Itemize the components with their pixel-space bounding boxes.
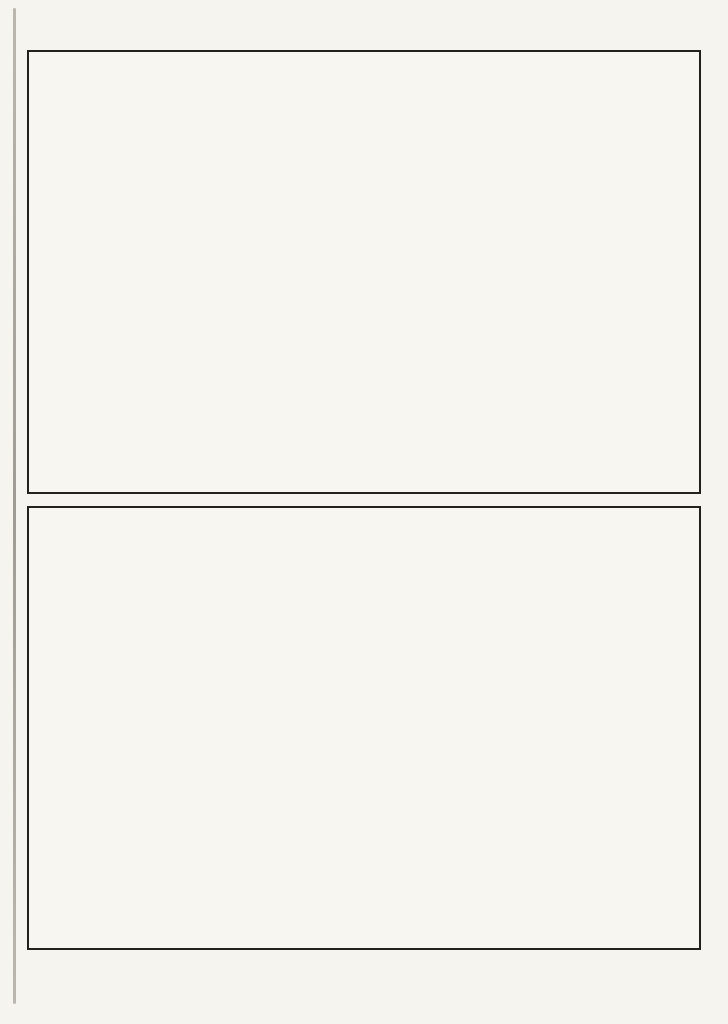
binding-edge-shadow bbox=[13, 8, 16, 1004]
roster-table-top bbox=[27, 50, 701, 494]
roster-table-bottom bbox=[27, 506, 701, 950]
